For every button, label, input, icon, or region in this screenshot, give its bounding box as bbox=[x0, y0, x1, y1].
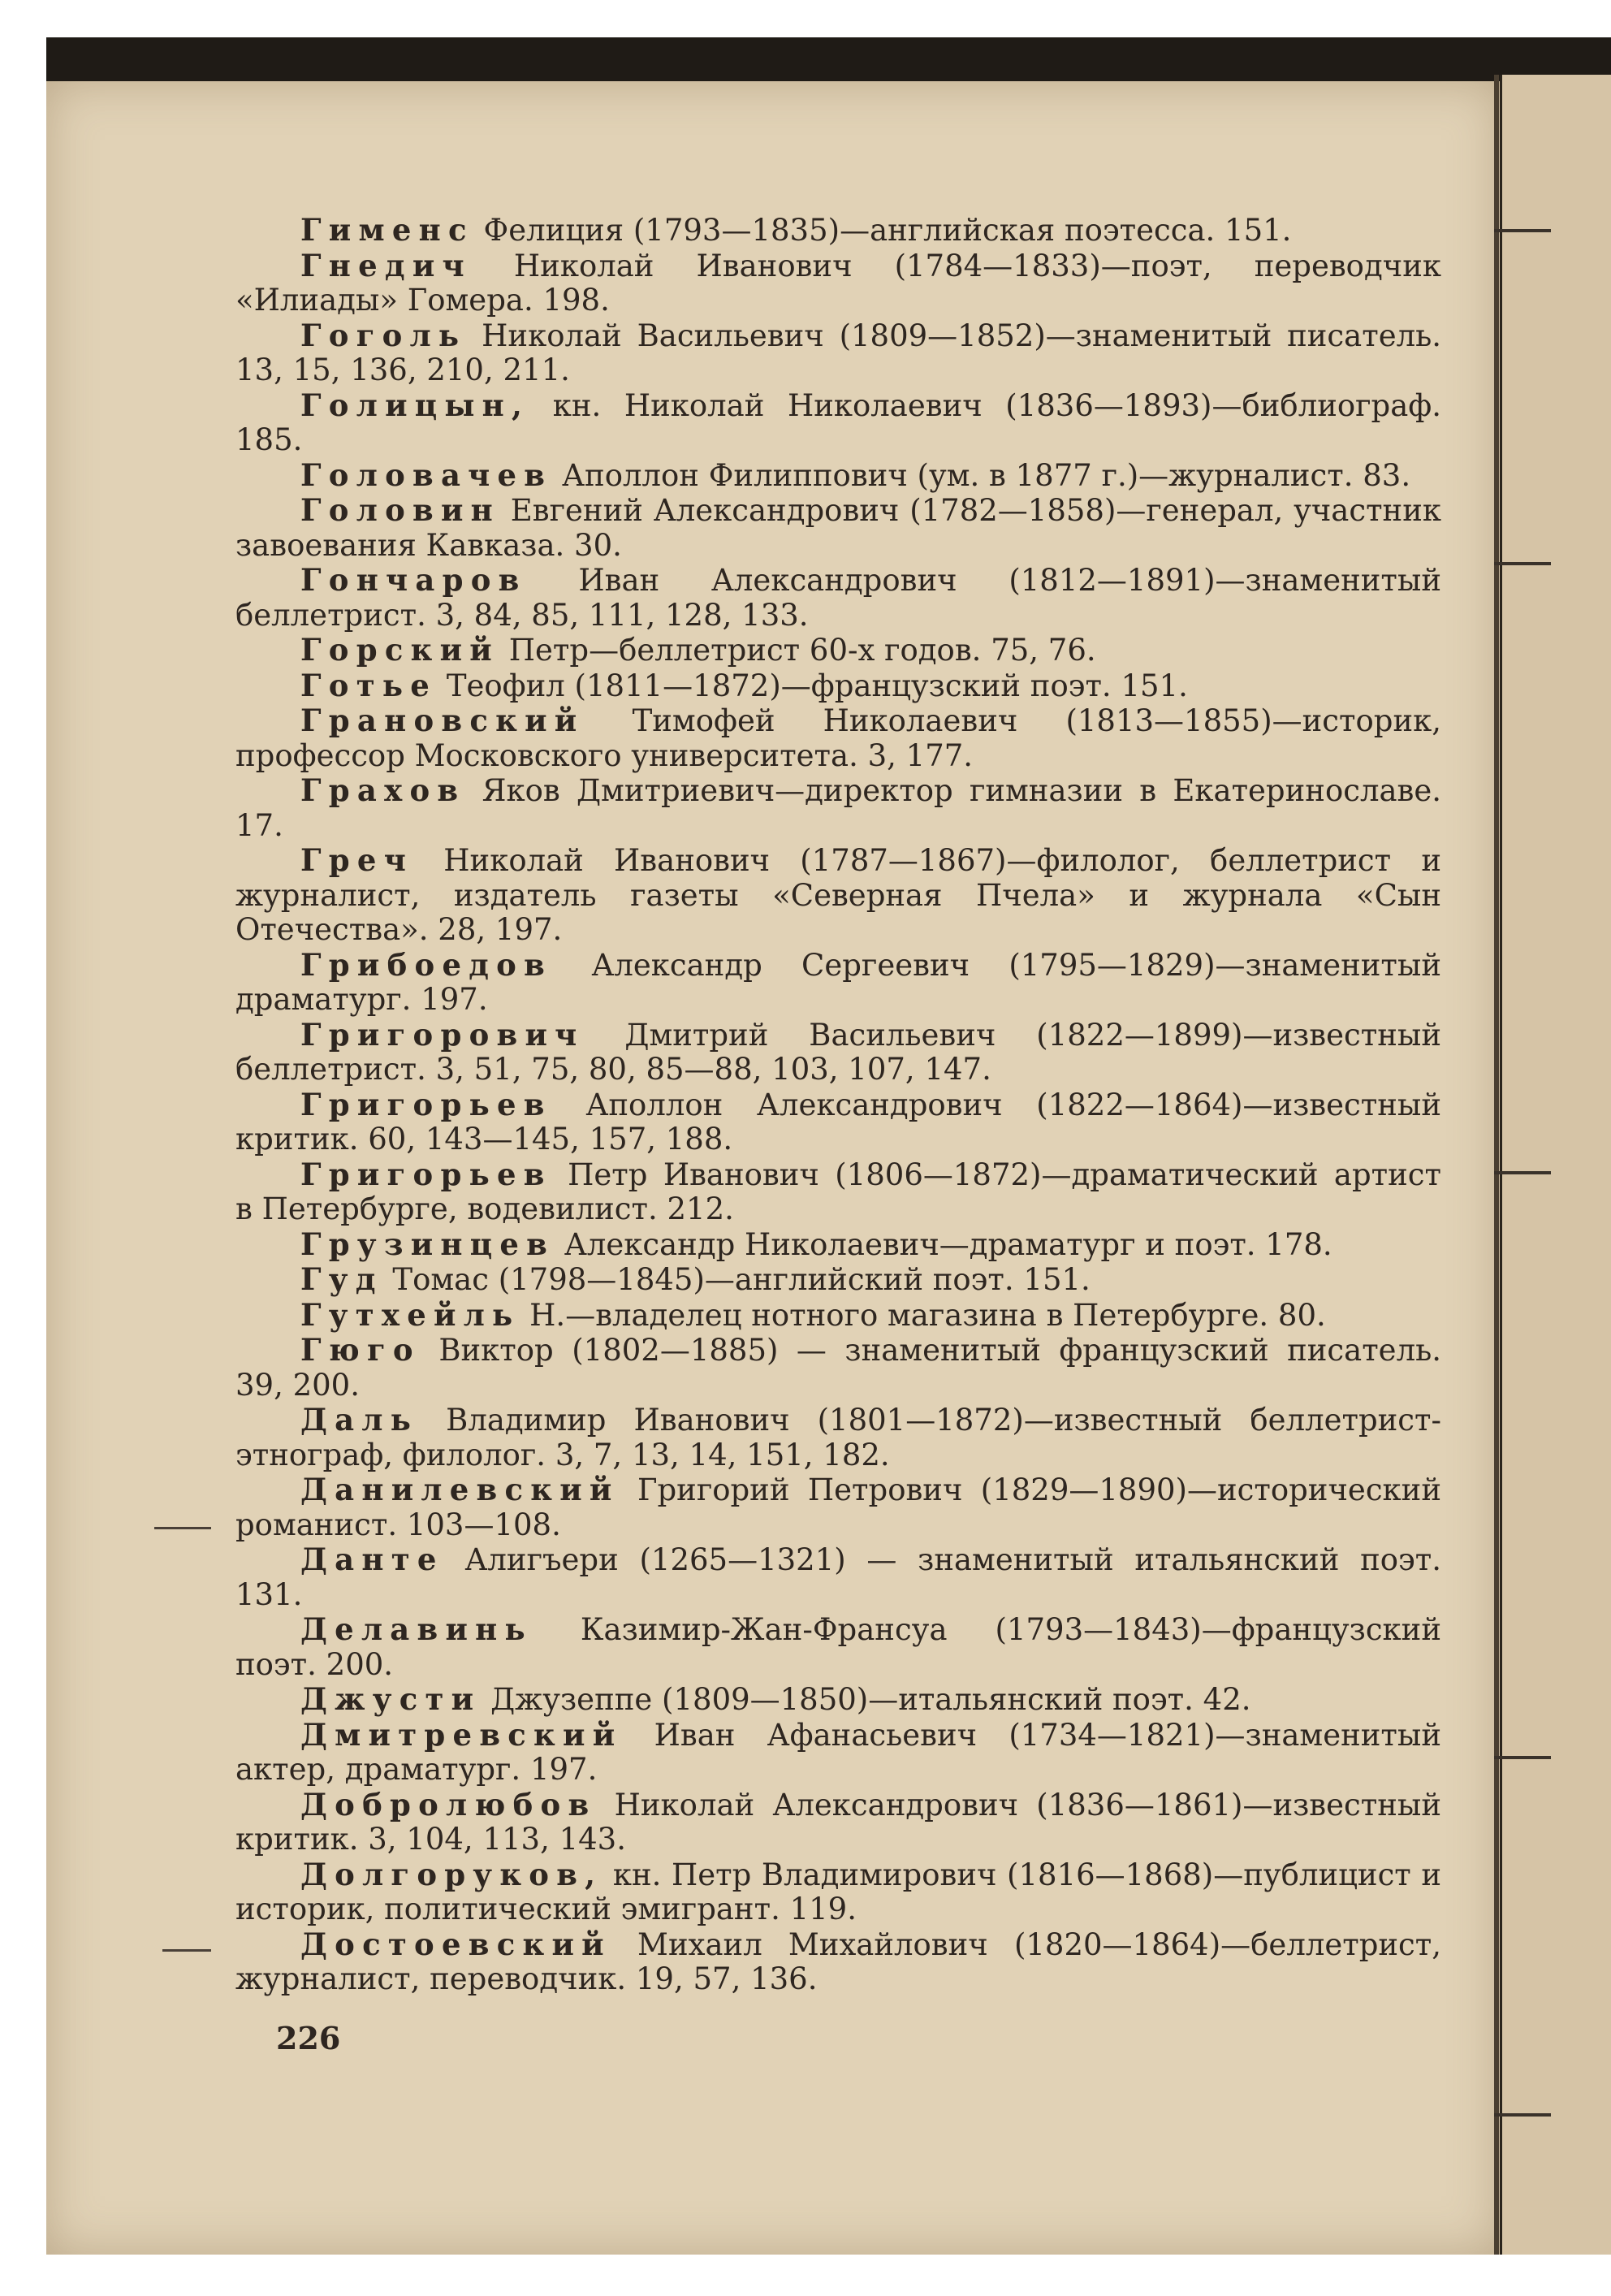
entry-description: Владимир Иванович (1801—1872)—известный беллетрист-этнограф, филолог. 3, 7, 13, 14, 151, 182. bbox=[235, 1403, 1441, 1472]
index-entry bbox=[235, 1262, 1441, 1298]
entry-name: Гуд bbox=[300, 1261, 383, 1297]
entry-description: Михаил Михайлович (1820—1864)—беллетрист, журналист, переводчик. 19, 57, 136. bbox=[235, 1926, 1441, 1996]
entry-name: Грахов bbox=[300, 772, 466, 808]
index-entry bbox=[235, 773, 1441, 843]
entry-name: Головачев bbox=[300, 456, 553, 493]
entry-description: Виктор (1802—1885) — знаменитый французский писатель. 39, 200. bbox=[235, 1333, 1441, 1403]
entry-name: Данилевский bbox=[300, 1472, 620, 1507]
entry-name: Голицын, bbox=[300, 387, 530, 423]
entry-name: Горский bbox=[300, 632, 499, 668]
entry-name: Грановский bbox=[300, 703, 585, 738]
entry-name: Джусти bbox=[300, 1681, 482, 1717]
entry-description: Теофил (1811—1872)—французский поэт. 151. bbox=[437, 668, 1188, 703]
index-entry bbox=[235, 703, 1441, 773]
adjacent-page-edge bbox=[1500, 75, 1611, 2255]
entry-description: Николай Иванович (1787—1867)—филолог, беллетрист и журналист, издатель газеты «Северная Пчела» и журнала «Сын Отечества». 28, 197. bbox=[235, 843, 1441, 947]
margin-pencil-mark bbox=[154, 1527, 211, 1529]
index-entry bbox=[235, 1612, 1441, 1682]
entry-name: Данте bbox=[300, 1541, 444, 1577]
entry-description: Николай Васильевич (1809—1852)—знаменитый писатель. 13, 15, 136, 210, 211. bbox=[235, 318, 1441, 387]
index-entry bbox=[235, 948, 1441, 1018]
entry-description: Александр Сергеевич (1795—1829)—знаменитый драматург. 197. bbox=[235, 947, 1441, 1017]
entry-description: Иван Александрович (1812—1891)—знаменитый беллетрист. 3, 84, 85, 111, 128, 133. bbox=[235, 563, 1441, 633]
entry-name: Гончаров bbox=[300, 562, 527, 598]
entry-description: Яков Дмитриевич—директор гимназии в Екатеринославе. 17. bbox=[235, 773, 1441, 843]
index-entry bbox=[235, 493, 1441, 563]
index-entry bbox=[235, 1788, 1441, 1857]
entry-name: Греч bbox=[300, 842, 414, 878]
index-entry bbox=[235, 1857, 1441, 1927]
entry-name: Дмитревский bbox=[300, 1716, 623, 1753]
index-entry bbox=[235, 563, 1441, 633]
entry-name: Гнедич bbox=[300, 247, 472, 283]
entry-name: Гюго bbox=[300, 1332, 421, 1368]
index-entry bbox=[235, 1087, 1441, 1157]
index-entry bbox=[235, 668, 1441, 704]
index-entry bbox=[235, 843, 1441, 948]
entry-description: Григорий Петрович (1829—1890)—исторический романист. 103—108. bbox=[235, 1472, 1441, 1542]
entry-name: Грибоедов bbox=[300, 946, 553, 983]
entry-name: Добролюбов bbox=[300, 1786, 597, 1823]
index-entry bbox=[235, 1927, 1441, 1997]
entry-description: Петр—беллетрист 60-х годов. 75, 76. bbox=[499, 633, 1096, 668]
entry-description: Дмитрий Васильевич (1822—1899)—известный беллетрист. 3, 51, 75, 80, 85—88, 103, 107, 147. bbox=[235, 1017, 1441, 1087]
index-entry bbox=[235, 1403, 1441, 1472]
entry-description: Алигъери (1265—1321) — знаменитый итальянский поэт. 131. bbox=[235, 1542, 1441, 1612]
entry-name: Достоевский bbox=[300, 1926, 611, 1962]
entry-name: Гименс bbox=[300, 212, 474, 248]
entry-description: Н.—владелец нотного магазина в Петербурге. 80. bbox=[520, 1297, 1326, 1333]
index-entry bbox=[235, 1157, 1441, 1227]
entry-name: Гутхейль bbox=[300, 1296, 520, 1333]
index-entries bbox=[235, 213, 1441, 1997]
margin-pencil-mark bbox=[162, 1949, 211, 1952]
index-entry bbox=[235, 1018, 1441, 1087]
entry-description: Тимофей Николаевич (1813—1855)—историк, профессор Московского университета. 3, 177. bbox=[235, 703, 1441, 773]
entry-description: Александр Николаевич—драматург и поэт. 178. bbox=[555, 1226, 1332, 1262]
entry-description: Николай Иванович (1784—1833)—поэт, переводчик «Илиады» Гомера. 198. bbox=[235, 248, 1441, 318]
binding-edge bbox=[1494, 75, 1499, 2255]
index-entry bbox=[235, 249, 1441, 318]
index-entry bbox=[235, 1472, 1441, 1542]
entry-description: Фелиция (1793—1835)—английская поэтесса. 151. bbox=[473, 213, 1292, 248]
entry-name: Григорович bbox=[300, 1016, 585, 1053]
entry-name: Делавинь bbox=[300, 1611, 533, 1647]
index-entry bbox=[235, 1298, 1441, 1334]
index-entry bbox=[235, 1542, 1441, 1612]
entry-description: Джузеппе (1809—1850)—итальянский поэт. 42. bbox=[481, 1682, 1251, 1717]
entry-description: Аполлон Александрович (1822—1864)—известный критик. 60, 143—145, 157, 188. bbox=[235, 1087, 1441, 1157]
entry-description: Казимир-Жан-Франсуа (1793—1843)—французский поэт. 200. bbox=[235, 1612, 1441, 1682]
index-entry bbox=[235, 388, 1441, 458]
entry-description: Николай Александрович (1836—1861)—известный критик. 3, 104, 113, 143. bbox=[235, 1787, 1441, 1857]
index-entry bbox=[235, 1682, 1441, 1718]
index-entry bbox=[235, 458, 1441, 494]
entry-name: Долгоруков, bbox=[300, 1856, 603, 1892]
entry-description: кн. Петр Владимирович (1816—1868)—публицист и историк, политический эмигрант. 119. bbox=[235, 1857, 1441, 1926]
index-entry bbox=[235, 1718, 1441, 1788]
entry-name: Гоголь bbox=[300, 317, 467, 353]
entry-name: Готье bbox=[300, 667, 438, 703]
index-entry bbox=[235, 633, 1441, 668]
entry-description: Евгений Александрович (1782—1858)—генерал, участник завоевания Кавказа. 30. bbox=[235, 493, 1441, 563]
entry-description: Иван Афанасьевич (1734—1821)—знаменитый актер, драматург. 197. bbox=[235, 1717, 1441, 1787]
entry-description: Томас (1798—1845)—английский поэт. 151. bbox=[382, 1262, 1091, 1297]
entry-name: Григорьев bbox=[300, 1156, 552, 1192]
entry-description: кн. Николай Николаевич (1836—1893)—библиограф. 185. bbox=[235, 387, 1441, 457]
index-entry bbox=[235, 318, 1441, 388]
entry-description: Петр Иванович (1806—1872)—драматический артист в Петербурге, водевилист. 212. bbox=[235, 1157, 1441, 1226]
entry-name: Григорьев bbox=[300, 1086, 552, 1122]
entry-name: Грузинцев bbox=[300, 1226, 555, 1262]
entry-name: Головин bbox=[300, 492, 500, 528]
index-entry bbox=[235, 1333, 1441, 1403]
page-number: 226 bbox=[276, 2020, 341, 2056]
index-entry bbox=[235, 213, 1441, 249]
index-entry bbox=[235, 1227, 1441, 1263]
entry-name: Даль bbox=[300, 1402, 419, 1438]
entry-description: Аполлон Филиппович (ум. в 1877 г.)—журналист. 83. bbox=[552, 457, 1411, 493]
